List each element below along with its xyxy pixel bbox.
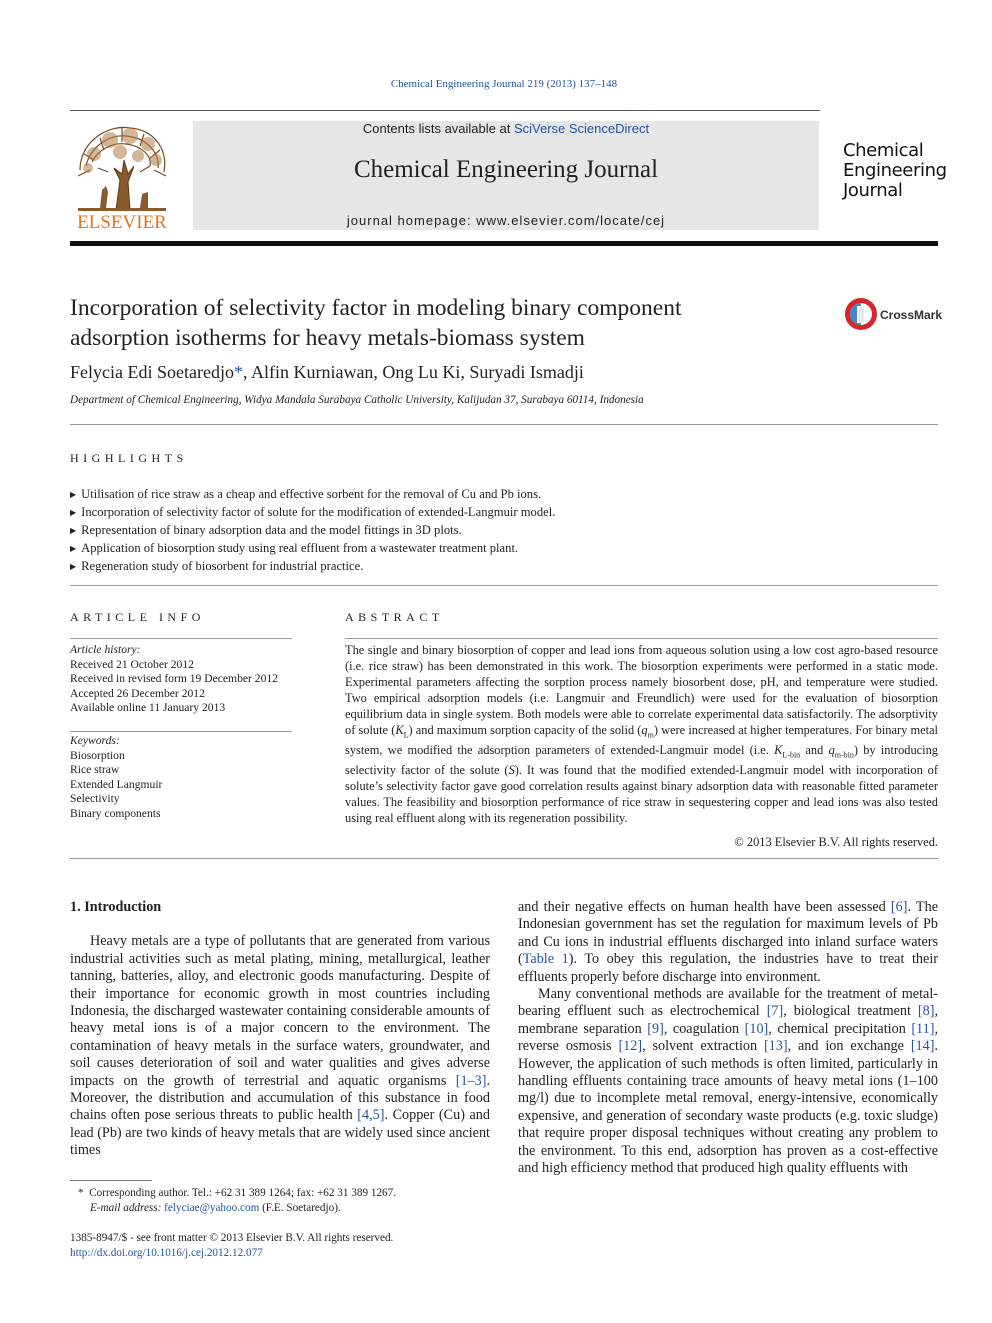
corresponding-author-mark[interactable]: * — [233, 362, 243, 382]
abstract-run: ) were increased at higher temperatures. For binary metal system, we modified the adsorption parameters of extended-Langmuir model (i.e. — [345, 722, 938, 757]
highlight-item: ▶ Regeneration study of biosorbent for industrial practice. — [70, 558, 938, 576]
abstract-copyright: © 2013 Elsevier B.V. All rights reserved. — [734, 835, 938, 849]
issn-block — [70, 1231, 490, 1261]
body-paragraph — [518, 899, 938, 986]
title-line: Incorporation of selectivity factor in modeling binary component — [70, 295, 682, 321]
email-label: E-mail address: — [90, 1202, 162, 1214]
subscript: m — [647, 730, 654, 739]
symbol: K — [395, 722, 404, 737]
author-list — [70, 362, 584, 383]
body-paragraph — [70, 933, 490, 1159]
abstract-heading: ABSTRACT — [345, 610, 444, 624]
highlights-list — [70, 486, 938, 576]
abstract-text — [345, 643, 938, 827]
citation-link[interactable]: [10] — [744, 1020, 769, 1037]
section-title: 1. Introduction — [70, 899, 162, 915]
elsevier-tree-icon — [70, 120, 174, 232]
revised-date: Received in revised form 19 December 2012 — [70, 672, 278, 685]
contents-prefix: Contents lists available at — [362, 121, 514, 136]
symbol: q — [828, 742, 835, 757]
paper-title — [70, 293, 810, 353]
symbol: S — [508, 763, 515, 778]
contents-line — [193, 121, 819, 136]
text-run: , membrane separation — [518, 1003, 938, 1037]
crossmark-label[interactable]: CrossMark — [880, 308, 943, 322]
footnote-mark: * — [78, 1187, 84, 1199]
side-title-line: Engineering — [843, 160, 947, 181]
citation-link[interactable]: [12] — [618, 1038, 643, 1055]
divider — [345, 638, 938, 639]
citation-link[interactable]: [7] — [766, 1003, 784, 1020]
text-run: Many conventional methods are available for the treatment of metal-bearing effluent such as electrochemical — [518, 986, 938, 1020]
divider — [70, 731, 292, 732]
highlights-heading: HIGHLIGHTS — [70, 451, 188, 465]
abstract-run: ) by introducing selectivity factor of the solute ( — [345, 742, 938, 778]
abstract-run: and — [800, 742, 829, 757]
text-run: Heavy metals are a type of pollutants that are generated from various industrial activities such as metal plating, mining, metallurgical, leather tanning, batteries, alloy, and electronic goods manufacturing. Despite of their importance for economic growth in most countries including Indonesia, the discharged wastewater containing considerable amounts of heavy metal ions is of a major concern to the environment. The contamination of heavy metals in the surface waters, groundwater, and soil causes deterioration of soil and water qualities and gives adverse impacts on the growth of terrestrial and aquatic organisms — [70, 933, 490, 1089]
doi-link[interactable]: http://dx.doi.org/10.1016/j.cej.2012.12.077 — [70, 1247, 263, 1259]
email-note — [70, 1201, 490, 1216]
abstract-run: ) and maximum sorption capacity of the solid ( — [408, 722, 642, 737]
citation-link[interactable]: [13] — [763, 1038, 788, 1055]
text-run: , solvent extraction — [642, 1038, 764, 1055]
body-column-left — [70, 899, 490, 1160]
footnote-text: Corresponding author. Tel.: +62 31 389 1264; fax: +62 31 389 1267. — [89, 1187, 397, 1199]
subscript: L-bin — [782, 750, 801, 760]
divider — [70, 585, 938, 586]
text-run: , coagulation — [663, 1020, 745, 1037]
journal-name: Chemical Engineering Journal — [353, 156, 659, 183]
affiliation: Department of Chemical Engineering, Widya Mandala Surabaya Catholic University, Kalijudan 37, Surabaya 60114, Indonesia — [70, 394, 644, 406]
author-name: Felycia Edi Soetaredjo — [70, 362, 234, 382]
text-run: . However, the application of such methods is often limited, particularly in handling effluents containing trace amounts of heavy metal ions (1–100 mg/l) due to incomplete metal removal, energy-intensive, economically expensive, and generation of secondary waste products (e.g. toxic sludge) that require proper disposal techniques without creating any problem to the environment. To this end, adsorption has proven as a cost-effective and high efficiency method that produced high quality effluents with — [518, 1038, 938, 1177]
subscript: L — [403, 730, 409, 739]
homepage-prefix: journal homepage: — [346, 213, 477, 228]
issn-line: 1385-8947/$ - see front matter © 2013 Elsevier B.V. All rights reserved. — [70, 1232, 394, 1244]
text-run: , and ion exchange — [787, 1038, 911, 1055]
citation-link[interactable]: [6] — [890, 899, 908, 915]
highlight-item: ▶ Application of biosorption study using real effluent from a wastewater treatment plant. — [70, 540, 938, 558]
keywords — [70, 734, 300, 821]
text-run: and their negative effects on human health have been assessed — [518, 899, 891, 915]
title-line: adsorption isotherms for heavy metals-biomass system — [70, 325, 585, 351]
header-thick-rule — [70, 241, 938, 246]
table-link[interactable]: Table 1 — [522, 951, 569, 968]
elsevier-logo[interactable] — [70, 120, 174, 232]
corresponding-author-note — [70, 1186, 490, 1201]
body-column-right — [518, 899, 938, 1178]
keyword: Binary components — [70, 806, 161, 820]
symbol: q — [641, 722, 648, 737]
email-suffix: (F.E. Soetaredjo). — [262, 1202, 341, 1214]
citation-link[interactable]: [9] — [647, 1020, 664, 1037]
article-info-heading: ARTICLE INFO — [70, 610, 205, 624]
text-run: , chemical precipitation — [768, 1020, 912, 1037]
article-history — [70, 643, 300, 716]
keywords-label: Keywords: — [70, 734, 120, 747]
footnote-rule — [70, 1180, 152, 1181]
keyword: Biosorption — [70, 748, 125, 762]
header-rule — [70, 110, 820, 111]
citation-link[interactable]: [1–3] — [455, 1072, 487, 1089]
text-run: . The Indonesian government has set the regulation for maximum levels of Pb and Cu ions in industrial effluents discharged into inland surface waters ( — [518, 899, 938, 968]
highlight-item: ▶ Representation of binary adsorption data and the model fittings in 3D plots. — [70, 522, 938, 540]
citation-link[interactable]: [8] — [917, 1003, 935, 1020]
author-names: , Alfin Kurniawan, Ong Lu Ki, Suryadi Ismadji — [242, 362, 584, 382]
keyword: Extended Langmuir — [70, 777, 163, 791]
divider — [70, 858, 938, 859]
footnotes — [70, 1186, 490, 1216]
citation-link[interactable]: [14] — [910, 1038, 935, 1055]
highlight-item: ▶ Utilisation of rice straw as a cheap and effective sorbent for the removal of Cu and Pb ions. — [70, 486, 938, 504]
journal-side-title — [843, 141, 953, 201]
abstract-run: ). It was found that the modified extended-Langmuir model with incorporation of solute’s selectivity factor gave good correlation results against binary adsorption data with reasonable fitted parameter values. The feasibility and biosorption performance of rice straw in sequestering copper and lead ions was also tested using real effluent along with its regeneration possibility. — [345, 763, 939, 825]
journal-reference[interactable]: Chemical Engineering Journal 219 (2013) 137–148 — [390, 78, 618, 90]
text-run: , biological treatment — [783, 1003, 918, 1020]
journal-homepage — [193, 213, 819, 228]
body-paragraph — [518, 986, 938, 1177]
keyword: Rice straw — [70, 763, 120, 776]
online-date: Available online 11 January 2013 — [70, 701, 226, 714]
email-link[interactable]: felyciae@yahoo.com — [164, 1202, 260, 1214]
subscript: m-bin — [834, 750, 854, 760]
homepage-url[interactable]: www.elsevier.com/locate/cej — [476, 213, 666, 228]
divider — [70, 424, 938, 425]
abstract-run: The single and binary biosorption of copper and lead ions from aqueous solution using a low cost agro-based resource (i.e. rice straw) has been demonstrated in this work. The biosorption experiments were performed in a static mode. Experimental parameters affecting the sorption process namely biosorbent dose, pH, and temperature were studied. Two empirical adsorption models (i.e. Langmuir and Freundlich) were used for the evaluation of biosorption equilibrium data in single system. Both models were able to correlate experimental data satisfactorily. The adsorptivity of solute ( — [345, 643, 938, 737]
text-run: . Copper (Cu) and lead (Pb) are two kinds of heavy metals that are widely used since ancient times — [70, 1107, 490, 1159]
text-run: . Moreover, the distribution and accumulation of this substance in food chains often pose serious threats to public health — [70, 1072, 490, 1124]
symbol: K — [774, 742, 783, 757]
elsevier-wordmark: ELSEVIER — [77, 212, 167, 232]
accepted-date: Accepted 26 December 2012 — [70, 686, 205, 700]
highlight-item: ▶ Incorporation of selectivity factor of solute for the modification of extended-Langmuir model. — [70, 504, 938, 522]
text-run: , reverse osmosis — [518, 1020, 938, 1055]
side-title-line: Chemical — [843, 140, 924, 161]
sciencedirect-link[interactable]: SciVerse ScienceDirect — [513, 121, 650, 136]
side-title-line: Journal — [843, 180, 903, 201]
keyword: Selectivity — [70, 792, 120, 805]
text-run: ). To obey this regulation, the industries have to treat their effluents properly before discharge into environment. — [518, 951, 938, 985]
crossmark-icon — [843, 296, 879, 332]
received-date: Received 21 October 2012 — [70, 657, 194, 671]
divider — [70, 638, 292, 639]
citation-link[interactable]: [4,5] — [357, 1107, 385, 1124]
citation-link[interactable]: [11] — [911, 1020, 935, 1037]
history-label: Article history: — [70, 643, 141, 656]
